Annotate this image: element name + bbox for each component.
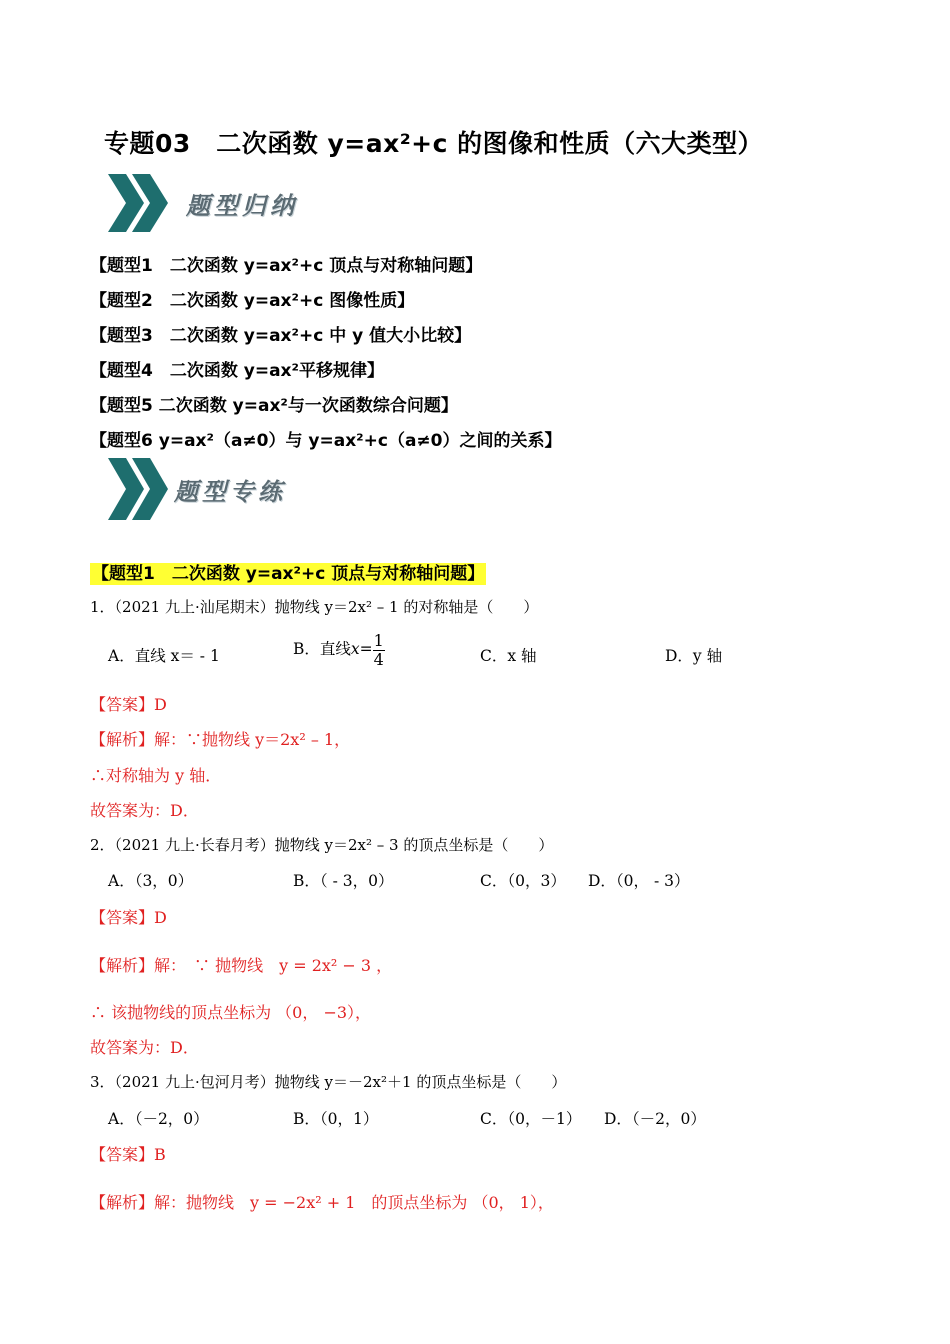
q2-analysis-line-2: ∴ 该抛物线的顶点坐标为 （0， −3），: [90, 1003, 372, 1022]
q3-option-d: D．（－2，0）: [604, 1110, 706, 1128]
double-chevron-icon: [104, 172, 174, 234]
toc-item-6: 【题型6 y=ax²（a≠0）与 y=ax²+c（a≠0）之间的关系】: [90, 431, 562, 451]
toc-item-4: 【题型4 二次函数 y=ax²平移规律】: [90, 361, 384, 381]
q1-option-b-prefix: B．直线: [293, 640, 351, 659]
fraction: [373, 632, 385, 668]
q3-option-c: C．（0，－1）: [480, 1110, 582, 1128]
toc-item-2: 【题型2 二次函数 y=ax²+c 图像性质】: [90, 291, 415, 311]
q1-answer: 【答案】D: [90, 695, 167, 714]
q1-analysis-line-1: 【解析】解：∵抛物线 y＝2x² – 1，: [90, 730, 351, 749]
q2-option-c: C．（0，3）: [480, 872, 566, 890]
question-1-stem: 1．（2021 九上·汕尾期末）抛物线 y＝2x² – 1 的对称轴是（ ）: [90, 598, 539, 616]
q1-option-b-eq: =: [359, 640, 373, 659]
toc-item-1: 【题型1 二次函数 y=ax²+c 顶点与对称轴问题】: [90, 256, 483, 276]
section-banner-practice: [104, 456, 324, 526]
q3-analysis-line-1: 【解析】解：抛物线 y = −2x² + 1 的顶点坐标为 （0， 1），: [90, 1193, 554, 1212]
q3-option-a: A．（－2，0）: [108, 1110, 209, 1128]
banner-label: 题型专练: [174, 477, 286, 506]
q2-option-a: A．（3，0）: [108, 872, 194, 890]
q1-analysis-line-2: ∴对称轴为 y 轴．: [90, 766, 222, 785]
section-heading-text: 【题型1 二次函数 y=ax²+c 顶点与对称轴问题】: [92, 564, 485, 584]
section-banner-summary: [104, 172, 324, 242]
q2-answer: 【答案】D: [90, 908, 167, 927]
toc-item-5: 【题型5 二次函数 y=ax²与一次函数综合问题】: [90, 396, 458, 416]
q2-analysis-line-3: 故答案为：D．: [90, 1038, 199, 1057]
fraction-denominator: 4: [373, 649, 384, 669]
page-title: 专题03 二次函数 y=ax²+c 的图像和性质（六大类型）: [104, 129, 764, 158]
q1-option-d: D．y 轴: [665, 647, 723, 665]
toc-item-3: 【题型3 二次函数 y=ax²+c 中 y 值大小比较】: [90, 326, 472, 346]
q3-option-b: B．（0，1）: [293, 1110, 379, 1128]
fraction-numerator: 1: [373, 631, 384, 650]
q1-option-b-var: x: [350, 640, 360, 659]
question-2-stem: 2．（2021 九上·长春月考）抛物线 y＝2x² – 3 的顶点坐标是（ ）: [90, 836, 554, 854]
q2-option-d: D．（0， - 3）: [588, 872, 690, 890]
q1-option-b: [293, 632, 385, 668]
q1-option-c: C．x 轴: [480, 647, 537, 665]
q1-option-a: A．直线 x＝ - 1: [108, 647, 220, 665]
q2-analysis-line-1: 【解析】解： ∵ 抛物线 y = 2x² − 3 ，: [90, 956, 393, 975]
double-chevron-icon: [104, 456, 174, 522]
q1-analysis-line-3: 故答案为：D．: [90, 801, 199, 820]
q3-answer: 【答案】B: [90, 1145, 166, 1164]
section-heading: [90, 559, 486, 584]
banner-label: 题型归纳: [186, 191, 298, 220]
question-3-stem: 3．（2021 九上·包河月考）抛物线 y＝－2x²＋1 的顶点坐标是（ ）: [90, 1073, 567, 1091]
q2-option-b: B．（ - 3，0）: [293, 872, 394, 890]
